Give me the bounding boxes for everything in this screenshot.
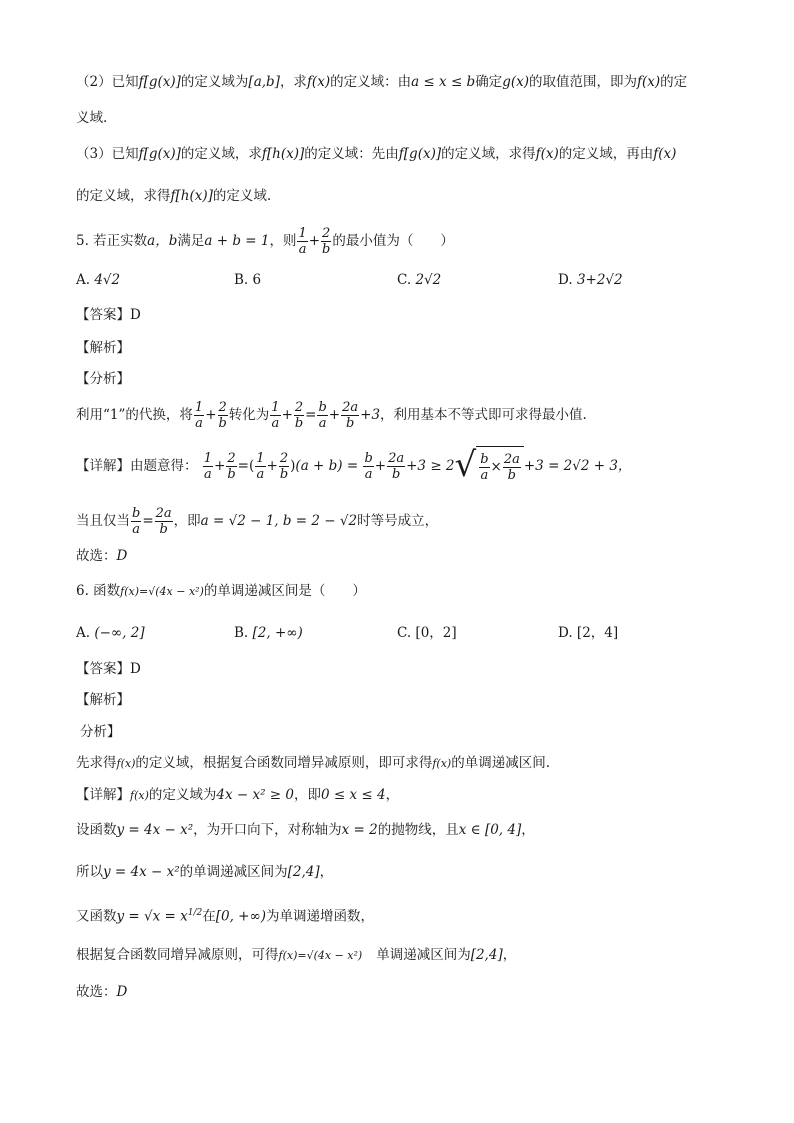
q6-jiexi-label: 【解析】 xyxy=(76,692,130,708)
q5-jiexi-label: 【解析】 xyxy=(76,340,130,356)
q6-detail-3: 所以y = 4x − x²的单调递减区间为[2,4]， xyxy=(76,864,334,880)
para2-line1: （2）已知f[g(x)]的定义域为[a,b]，求f(x)的定义域：由a ≤ x ≤ b确定g(x)的取值范围，即为f(x)的定 xyxy=(76,74,688,90)
para3-line2: 的定义域，求得f[h(x)]的定义域. xyxy=(76,188,272,204)
fraction-2-over-b: $\frac{2}{b}$ xyxy=(322,226,331,257)
formula-fgx: f[g(x)] xyxy=(138,74,181,90)
q5-option-a: A. 4√2 xyxy=(76,272,121,288)
q5-option-d: D. 3+2√2 xyxy=(558,272,623,288)
q5-answer: 【答案】D xyxy=(76,307,141,323)
q6-fenxi-text: 先求得f(x)的定义域，根据复合函数同增异减原则，即可求得f(x)的单调递减区间. xyxy=(76,755,551,771)
q5-detail: 【详解】由题意得： $\frac{1}{a}$ + $\frac{2}{b}$ =( $\frac{1}{a}$ + $\frac{2}{b}$ )(a + b) = $\frac{b}{a}$ + $\frac{2a}{b}$ +3 ≥ 2 √ $\frac{b}{a}$ × $\frac{2a}{b}$ +3 = 2√2 + 3， xyxy=(76,445,632,485)
q6-detail-2: 设函数y = 4x − x²，为开口向下，对称轴为x = 2的抛物线，且x ∈ [0, 4]， xyxy=(76,822,535,838)
para2-line2: 义域. xyxy=(76,110,108,126)
q6-option-d: D. [2，4] xyxy=(558,625,619,641)
q6-option-a: A. (−∞, 2] xyxy=(76,625,145,641)
q5-stem: 5. 若正实数a，b满足a + b = 1，则 $\frac{1}{a}$ + $\frac{2}{b}$ 的最小值为（ ） xyxy=(76,226,454,257)
q5-choice: 故选：D xyxy=(76,548,128,564)
sqrt-expression: √ $\frac{b}{a}$ × $\frac{2a}{b}$ xyxy=(455,446,524,487)
q5-option-c: C. 2√2 xyxy=(397,272,442,288)
q6-fenxi-label: 分析】 xyxy=(80,724,121,740)
q5-equality-condition: 当且仅当 $\frac{b}{a}$ = $\frac{2a}{b}$ ，即a = √2 − 1, b = 2 − √2时等号成立， xyxy=(76,506,439,537)
q5-fenxi-text: 利用“1”的代换，将 $\frac{1}{a}$ + $\frac{2}{b}$ 转化为 $\frac{1}{a}$ + $\frac{2}{b}$ = $\frac{b}{a}$ + $\frac{2a}{b}$ +3，利用基本不等式即可求得最小值. xyxy=(76,400,587,431)
q6-stem: 6. 函数f(x)=√(4x − x²)的单调递减区间是（ ） xyxy=(76,583,366,599)
q6-detail-5: 根据复合函数同增异减原则，可得f(x)=√(4x − x²) 单调递减区间为[2,4]， xyxy=(76,947,517,963)
q6-choice: 故选：D xyxy=(76,984,128,1000)
fraction-1-over-a: $\frac{1}{a}$ xyxy=(298,226,307,257)
q6-detail-4: 又函数$y = √x = x^{1/2}$在[0, +∞)为单调递增函数， xyxy=(76,908,374,925)
q6-option-b: B. [2, +∞) xyxy=(234,625,303,641)
q6-option-c: C. [0，2] xyxy=(397,625,457,641)
para3-line1: （3）已知f[g(x)]的定义域，求f[h(x)]的定义域：先由f[g(x)]的定义域，求得f(x)的定义域，再由f(x) xyxy=(76,146,677,162)
formula-ab: [a,b] xyxy=(248,74,280,90)
q6-answer: 【答案】D xyxy=(76,661,141,677)
q5-fenxi-label: 【分析】 xyxy=(76,371,130,387)
q6-detail-1: 【详解】f(x)的定义域为4x − x² ≥ 0，即0 ≤ x ≤ 4， xyxy=(76,787,400,803)
q5-option-b: B. 6 xyxy=(234,272,262,288)
